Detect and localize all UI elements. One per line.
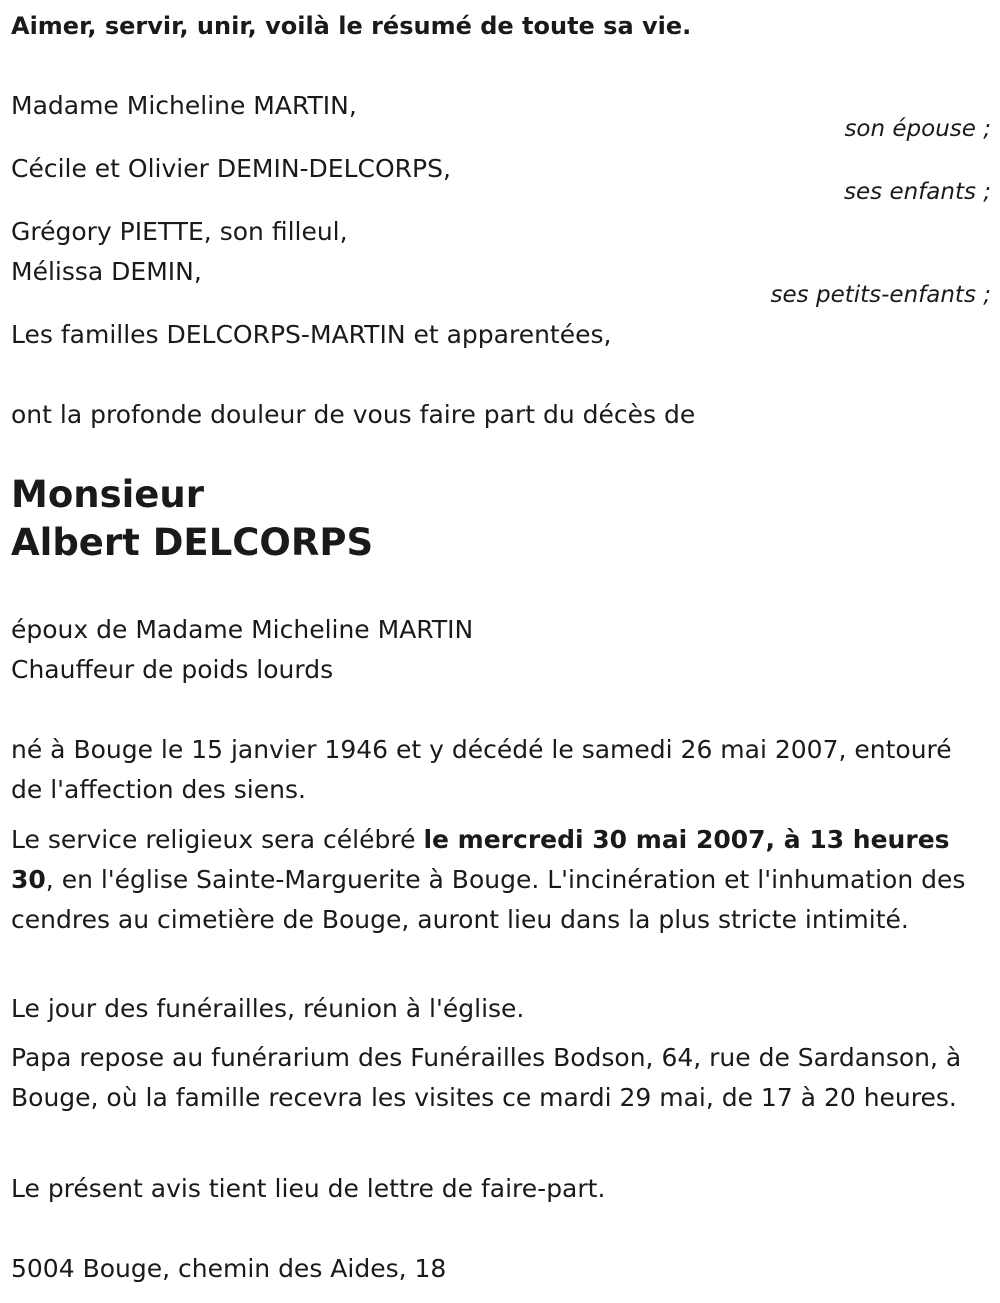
funeral-day-paragraph: Le jour des funérailles, réunion à l'église.	[11, 994, 525, 1023]
children-names: Cécile et Olivier DEMIN-DELCORPS,	[11, 154, 451, 183]
birth-death-paragraph: né à Bouge le 15 janvier 1946 et y décédé le samedi 26 mai 2007, entouré de l'affection des siens.	[11, 735, 952, 804]
grandchild-2: Mélissa DEMIN,	[11, 257, 202, 286]
announcement: ont la profonde douleur de vous faire part du décès de	[11, 400, 696, 429]
service-prefix: Le service religieux sera célébré	[11, 825, 424, 854]
address: 5004 Bouge, chemin des Aides, 18	[11, 1254, 447, 1283]
grandchild-1: Grégory PIETTE, son filleul,	[11, 217, 348, 246]
service-paragraph	[11, 820, 989, 940]
children-role: ses enfants ;	[844, 179, 991, 205]
spouse-role: son épouse ;	[844, 116, 991, 142]
families-line: Les familles DELCORPS-MARTIN et apparentées,	[11, 320, 612, 349]
motto: Aimer, servir, unir, voilà le résumé de toute sa vie.	[11, 12, 692, 40]
deceased-name: Albert DELCORPS	[11, 521, 374, 564]
spouse-of: époux de Madame Micheline MARTIN	[11, 615, 474, 644]
repose-paragraph: Papa repose au funérarium des Funérailles Bodson, 64, rue de Sardanson, à Bouge, où la famille recevra les visites ce mardi 29 mai, de 17 à 20 heures.	[11, 1043, 962, 1112]
profession: Chauffeur de poids lourds	[11, 655, 334, 684]
service-suffix: , en l'église Sainte-Marguerite à Bouge. L'incinération et l'inhumation des cendres au cimetière de Bouge, auront lieu dans la plus stricte intimité.	[11, 865, 966, 934]
grandchildren-role: ses petits-enfants ;	[770, 282, 991, 308]
spouse-name: Madame Micheline MARTIN,	[11, 91, 357, 120]
deceased-title: Monsieur	[11, 473, 204, 516]
notice-paragraph: Le présent avis tient lieu de lettre de faire-part.	[11, 1174, 606, 1203]
service-date: le mercredi 30 mai 2007, à 13 heures 30	[11, 825, 950, 894]
